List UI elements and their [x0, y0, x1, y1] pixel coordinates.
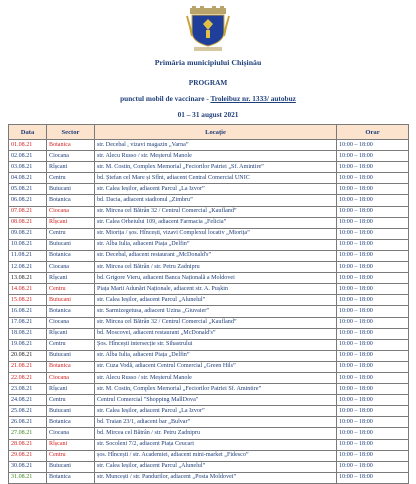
hours-cell: 10:00 – 18:00 — [337, 284, 409, 295]
table-row — [9, 317, 409, 328]
location-cell: str. Calea Ieșilor, adiacent Parcul „Alunelul” — [95, 295, 337, 306]
sector-cell: Buiucani — [47, 406, 95, 417]
sector-cell: Botanica — [47, 195, 95, 206]
hours-cell: 10:00 – 18:00 — [337, 217, 409, 228]
date-cell: 01.08.21 — [9, 140, 47, 151]
location-cell: str. Mircea cel Bătrân 32 / Centrul Comercial „Kaufland” — [95, 317, 337, 328]
sector-cell: Buiucani — [47, 461, 95, 472]
date-cell: 21.08.21 — [9, 361, 47, 372]
date-cell: 18.08.21 — [9, 328, 47, 339]
location-cell: str. M. Costin, Complex Memorial „Feciorilor Patriei Sf. Amintire” — [95, 384, 337, 395]
location-cell: str. Calea Ieșilor, adiacent Parcul „La Izvor” — [95, 406, 337, 417]
sector-cell: Rîșcani — [47, 439, 95, 450]
location-cell: str. Calea Ieșilor, adiacent Parcul „Alunelul” — [95, 461, 337, 472]
location-cell: șos. Hîncești / str. Academiei, adiacent mini-market „Fidesco” — [95, 450, 337, 461]
sector-cell: Buiucani — [47, 184, 95, 195]
date-cell: 13.08.21 — [9, 273, 47, 284]
hours-cell: 10:00 – 18:00 — [337, 162, 409, 173]
table-row — [9, 406, 409, 417]
sector-cell: Ciocana — [47, 372, 95, 383]
hours-cell: 10:00 – 18:00 — [337, 372, 409, 383]
sector-cell: Rîșcani — [47, 162, 95, 173]
hours-cell: 10:00 – 18:00 — [337, 239, 409, 250]
date-column-header: Data — [9, 125, 47, 140]
date-cell: 26.08.21 — [9, 417, 47, 428]
location-cell: str. Alecu Russo / str. Meșterul Manole — [95, 372, 337, 383]
hours-cell: 10:00 – 18:00 — [337, 228, 409, 239]
table-row — [9, 428, 409, 439]
sector-cell: Centru — [47, 395, 95, 406]
date-cell: 12.08.21 — [9, 262, 47, 273]
hours-cell: 10:00 – 18:00 — [337, 250, 409, 261]
location-cell: str. Calea Ieșilor, adiacent Parcul „La Izvor” — [95, 184, 337, 195]
date-cell: 17.08.21 — [9, 317, 47, 328]
hours-cell: 10:00 – 18:00 — [337, 339, 409, 350]
sector-column-header: Sector — [47, 125, 95, 140]
location-cell: str. Alecu Russo / str. Meșterul Manole — [95, 151, 337, 162]
hours-cell: 10:00 – 18:00 — [337, 428, 409, 439]
table-row — [9, 339, 409, 350]
table-row — [9, 350, 409, 361]
location-column-header: Locație — [95, 125, 337, 140]
location-cell: str. Cuza Vodă, adiacent Centrul Comercial „Green Hils” — [95, 361, 337, 372]
table-body — [9, 140, 409, 484]
period-heading: 01 – 31 august 2021 — [177, 110, 239, 119]
hours-cell: 10:00 – 18:00 — [337, 417, 409, 428]
sector-cell: Rîșcani — [47, 328, 95, 339]
date-cell: 27.08.21 — [9, 428, 47, 439]
table-row — [9, 250, 409, 261]
table-row — [9, 273, 409, 284]
table-row — [9, 217, 409, 228]
location-cell: bd. Mircea cel Bătrân / str. Petru Zadnipru — [95, 428, 337, 439]
table-row — [9, 239, 409, 250]
date-cell: 14.08.21 — [9, 284, 47, 295]
date-cell: 07.08.21 — [9, 206, 47, 217]
sector-cell: Rîșcani — [47, 217, 95, 228]
date-cell: 08.08.21 — [9, 217, 47, 228]
table-row — [9, 284, 409, 295]
location-cell: str. Mircea cel Bătrân 32 / Centrul Comercial „Kaufland” — [95, 206, 337, 217]
table-row — [9, 472, 409, 483]
table-row — [9, 384, 409, 395]
hours-cell: 10:00 – 18:00 — [337, 173, 409, 184]
sector-cell: Centru — [47, 173, 95, 184]
location-cell: str. Mircea cel Bătrân / str. Petru Zadnipru — [95, 262, 337, 273]
date-cell: 30.08.21 — [9, 461, 47, 472]
hours-cell: 10:00 – 18:00 — [337, 273, 409, 284]
location-cell: bd. Dacia, adiacent stadionul „Zimbru” — [95, 195, 337, 206]
table-row — [9, 450, 409, 461]
table-row — [9, 162, 409, 173]
hours-cell: 10:00 – 18:00 — [337, 384, 409, 395]
date-cell: 29.08.21 — [9, 450, 47, 461]
sector-cell: Botanica — [47, 472, 95, 483]
location-cell: str. Alba Iulia, adiacent Piața „Delfin” — [95, 239, 337, 250]
date-cell: 02.08.21 — [9, 151, 47, 162]
date-cell: 20.08.21 — [9, 350, 47, 361]
table-row — [9, 372, 409, 383]
hours-cell: 10:00 – 18:00 — [337, 350, 409, 361]
program-heading: PROGRAM — [188, 78, 228, 87]
sector-cell: Ciocana — [47, 317, 95, 328]
sector-cell: Botanica — [47, 140, 95, 151]
table-row — [9, 151, 409, 162]
location-cell: str. M. Costin, Complex Memorial „Feciorilor Patriei „Sf. Amintire” — [95, 162, 337, 173]
trolleybus-link[interactable]: Troleibuz nr. 1333/ autobuz — [210, 94, 296, 103]
sector-cell: Rîșcani — [47, 273, 95, 284]
location-cell: Centrul Comercial "Shopping MallDova" — [95, 395, 337, 406]
chisinau-coat-of-arms-icon — [186, 6, 230, 52]
hours-cell: 10:00 – 18:00 — [337, 184, 409, 195]
hours-column-header: Orar — [337, 125, 409, 140]
hours-cell: 10:00 – 18:00 — [337, 295, 409, 306]
location-cell: str. Socoleni 7/2, adiacent Piața Ceucari — [95, 439, 337, 450]
sector-cell: Ciocana — [47, 262, 95, 273]
location-cell: str. Alba Iulia, adiacent Piața „Delfin” — [95, 350, 337, 361]
location-cell: str. Calea Orheiului 109, adiacent Farmacia „Felicia” — [95, 217, 337, 228]
date-cell: 04.08.21 — [9, 173, 47, 184]
location-cell: str. Decebal, adiacent restaurant „McDonald's” — [95, 250, 337, 261]
location-cell: bd. Grigore Vieru, adiacent Banca Națională a Moldovei — [95, 273, 337, 284]
hours-cell: 10:00 – 18:00 — [337, 306, 409, 317]
vaccination-schedule-table — [8, 124, 409, 484]
table-row — [9, 461, 409, 472]
sector-cell: Centru — [47, 450, 95, 461]
hours-cell: 10:00 – 18:00 — [337, 195, 409, 206]
sector-cell: Centru — [47, 228, 95, 239]
date-cell: 22.08.21 — [9, 372, 47, 383]
hours-cell: 10:00 – 18:00 — [337, 206, 409, 217]
hours-cell: 10:00 – 18:00 — [337, 439, 409, 450]
hours-cell: 10:00 – 18:00 — [337, 406, 409, 417]
date-cell: 11.08.21 — [9, 250, 47, 261]
location-cell: str. Decebal , vizavi magazin „Varna” — [95, 140, 337, 151]
location-cell: bd. Traian 23/1, adiacent bar „Bulvar” — [95, 417, 337, 428]
table-row — [9, 140, 409, 151]
date-cell: 15.08.21 — [9, 295, 47, 306]
table-row — [9, 361, 409, 372]
date-cell: 06.08.21 — [9, 195, 47, 206]
table-header-row — [9, 125, 409, 140]
location-cell: bd. Moscovei, adiacent restaurant „McDonald's” — [95, 328, 337, 339]
table-row — [9, 228, 409, 239]
mobile-point-subtitle — [0, 94, 416, 103]
location-cell: bd. Ștefan cel Mare și Sfînt, adiacent Central Comercial UNIC — [95, 173, 337, 184]
location-cell: Piața Marii Adunări Naționale, adiacent str. A. Pușkin — [95, 284, 337, 295]
date-cell: 03.08.21 — [9, 162, 47, 173]
date-cell: 23.08.21 — [9, 384, 47, 395]
sector-cell: Ciocana — [47, 428, 95, 439]
date-cell: 09.08.21 — [9, 228, 47, 239]
sector-cell: Rîșcani — [47, 384, 95, 395]
table-row — [9, 439, 409, 450]
hours-cell: 10:00 – 18:00 — [337, 328, 409, 339]
table-row — [9, 417, 409, 428]
table-row — [9, 206, 409, 217]
date-cell: 24.08.21 — [9, 395, 47, 406]
hours-cell: 10:00 – 18:00 — [337, 262, 409, 273]
table-row — [9, 184, 409, 195]
location-cell: str. Miorița / șos. Hîncești, vizavi Complexul locativ „Miorița” — [95, 228, 337, 239]
date-cell: 10.08.21 — [9, 239, 47, 250]
date-cell: 31.08.21 — [9, 472, 47, 483]
sector-cell: Botanica — [47, 250, 95, 261]
hours-cell: 10:00 – 18:00 — [337, 461, 409, 472]
sector-cell: Buiucani — [47, 350, 95, 361]
sector-cell: Buiucani — [47, 295, 95, 306]
table-row — [9, 328, 409, 339]
hours-cell: 10:00 – 18:00 — [337, 395, 409, 406]
sector-cell: Buiucani — [47, 239, 95, 250]
table-row — [9, 295, 409, 306]
sector-cell: Ciocana — [47, 151, 95, 162]
location-cell: str. Muncești / str. Pandurilor, adiacent „Posta Moldovei” — [95, 472, 337, 483]
sector-cell: Centru — [47, 339, 95, 350]
sector-cell: Botanica — [47, 361, 95, 372]
date-cell: 19.08.21 — [9, 339, 47, 350]
sector-cell: Botanica — [47, 306, 95, 317]
date-cell: 16.08.21 — [9, 306, 47, 317]
date-cell: 25.08.21 — [9, 406, 47, 417]
hours-cell: 10:00 – 18:00 — [337, 361, 409, 372]
table-row — [9, 306, 409, 317]
sector-cell: Botanica — [47, 417, 95, 428]
municipality-title: Primăria municipiului Chișinău — [154, 58, 262, 67]
table-row — [9, 173, 409, 184]
date-cell: 05.08.21 — [9, 184, 47, 195]
sector-cell: Ciocana — [47, 206, 95, 217]
table-row — [9, 262, 409, 273]
table-row — [9, 195, 409, 206]
location-cell: str. Sarmizegetusa, adiacent Uzina „Giuvaier” — [95, 306, 337, 317]
subtitle-prefix: punctul mobil de vaccinare - — [120, 94, 211, 103]
hours-cell: 10:00 – 18:00 — [337, 151, 409, 162]
hours-cell: 10:00 – 18:00 — [337, 317, 409, 328]
hours-cell: 10:00 – 18:00 — [337, 450, 409, 461]
location-cell: Șos. Hîncești intersecție str. Sihastrului — [95, 339, 337, 350]
hours-cell: 10:00 – 18:00 — [337, 472, 409, 483]
hours-cell: 10:00 – 18:00 — [337, 140, 409, 151]
date-cell: 28.08.21 — [9, 439, 47, 450]
sector-cell: Centru — [47, 284, 95, 295]
table-row — [9, 395, 409, 406]
